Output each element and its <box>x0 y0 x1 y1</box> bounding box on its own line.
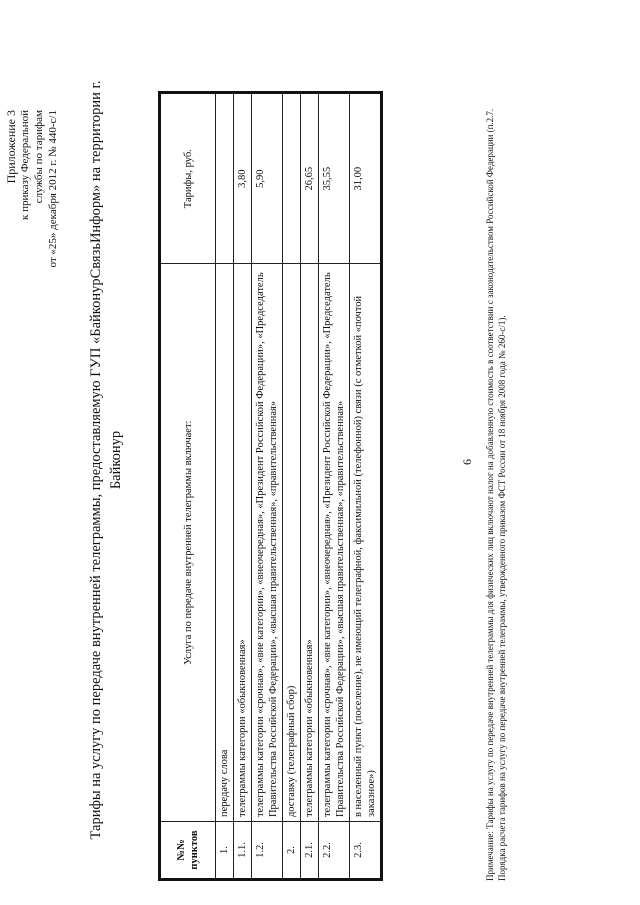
row-service: передачу слова <box>216 264 234 822</box>
row-price: 31,00 <box>350 93 382 264</box>
table-row <box>216 93 234 880</box>
row-service: телеграммы категории «обыкновенная» <box>301 264 319 822</box>
row-number: 2. <box>283 822 301 880</box>
row-service: доставку (телеграфный сбор) <box>283 264 301 822</box>
appendix-line-3: службы по тарифам <box>33 110 45 204</box>
row-number: 2.1. <box>301 822 319 880</box>
row-price: 3,80 <box>234 93 252 264</box>
appendix-line-2: к приказу Федеральной <box>19 110 31 220</box>
row-number: 1.1. <box>234 822 252 880</box>
tariff-table <box>158 91 383 881</box>
document-title: Тарифы на услугу по передаче внутренней телеграммы, предоставляемую ГУП «БайконурСвязьИнформ» на территории г. Байконур <box>88 80 124 840</box>
row-number: 2.2. <box>319 822 350 880</box>
table-row <box>234 93 252 880</box>
row-service: телеграммы категории «срочная», «вне категории», «внеочередная», «Президент Российской Федерации», «Председатель Правительства Российской Федерации», «высшая правительственная», «правительственная» <box>319 264 350 822</box>
table-row <box>252 93 283 880</box>
row-number: 2.3. <box>350 822 382 880</box>
row-price <box>283 93 301 264</box>
header-price: Тарифы, руб. <box>160 93 216 264</box>
row-price: 5,90 <box>252 93 283 264</box>
row-number: 1.2. <box>252 822 283 880</box>
table-header-row <box>160 93 216 880</box>
row-price <box>216 93 234 264</box>
row-price: 26,65 <box>301 93 319 264</box>
footnote: Примечание: Тарифы на услугу по передаче внутренней телеграммы для физических лиц включают налог на добавленную стоимость в соответствии с законодательством Российской Федерации (п.2.7. Порядка расчета тарифов на услугу по передаче внутренней телеграммы, утвержденного приказом ФСТ России от 18 ноября 2008 года № 260-с/1). <box>485 108 507 881</box>
table-row <box>350 93 382 880</box>
appendix-line-4: от «25» декабря 2012 г. № 440-с/1 <box>47 110 59 268</box>
row-service: телеграммы категории «срочная», «вне категории», «внеочередная», «Президент Российской Федерации», «Председатель Правительства Российской Федерации», «высшая правительственная», «правительственная» <box>252 264 283 822</box>
header-number: №№ пунктов <box>160 822 216 880</box>
appendix-line-1: Приложение 3 <box>4 110 18 184</box>
table-row <box>319 93 350 880</box>
header-service: Услуга по передаче внутренней телеграммы включает: <box>160 264 216 822</box>
row-service: в населенный пункт (поселение), не имеющий телеграфной, факсимильной (телефонной) связи (с отметкой «почтой заказное») <box>350 264 382 822</box>
appendix-header <box>4 110 60 390</box>
page-number: 6 <box>460 459 474 465</box>
table-row <box>283 93 301 880</box>
table-row <box>301 93 319 880</box>
row-number: 1. <box>216 822 234 880</box>
row-service: телеграммы категории «обыкновенная» <box>234 264 252 822</box>
row-price: 35,55 <box>319 93 350 264</box>
